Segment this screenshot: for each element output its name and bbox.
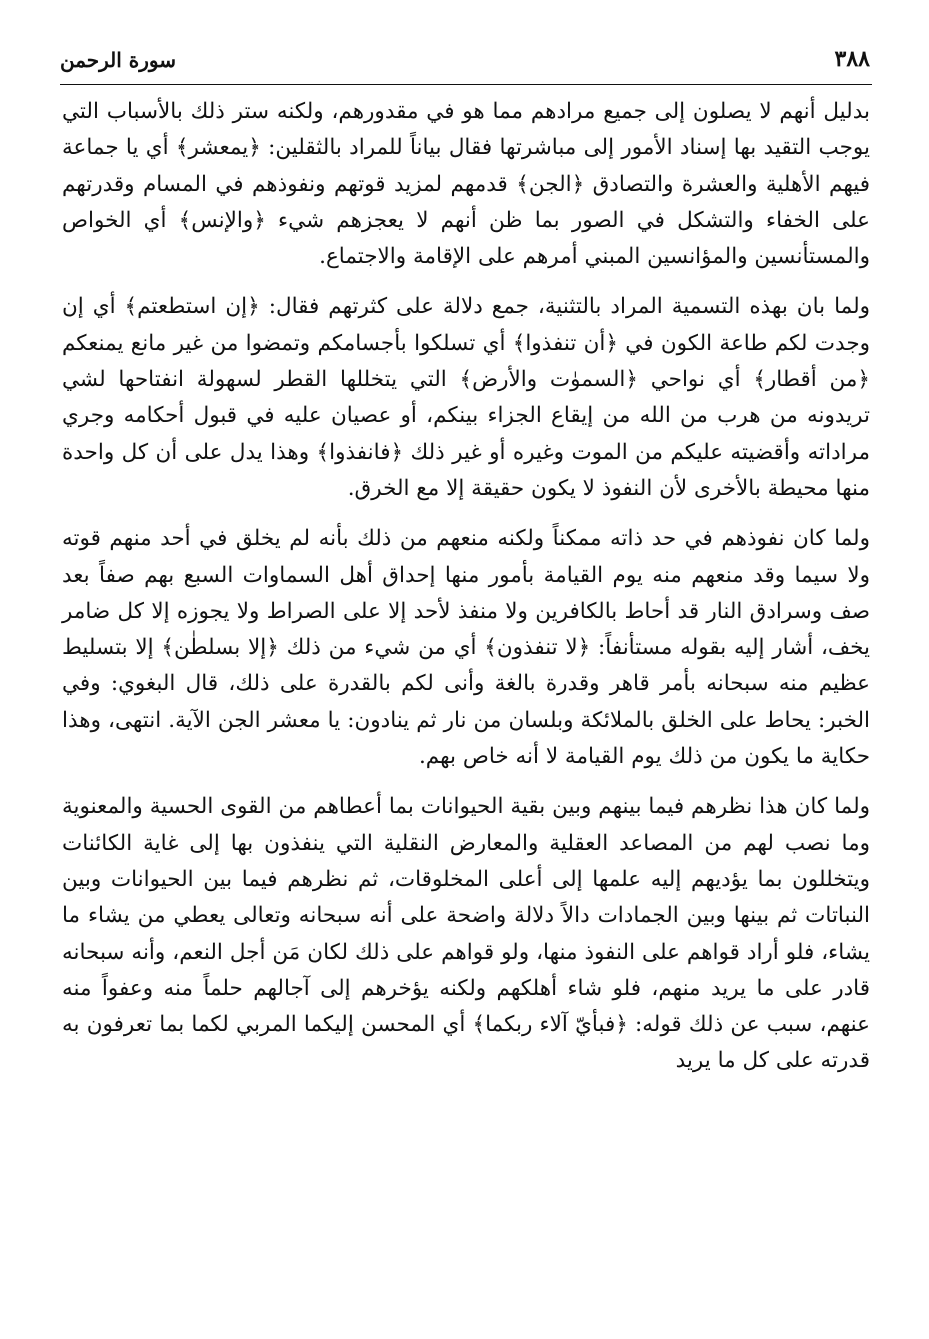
page-number: ٣٨٨ [834,46,870,72]
paragraph: ولما بان بهذه التسمية المراد بالتثنية، جمع دلالة على كثرتهم فقال: ﴿إن استطعتم﴾ أي إن وجدت لكم طاعة الكون في ﴿أن تنفذوا﴾ أي تسلكوا بأجسامكم وتمضوا من غير مانع يمنعكم ﴿من أقطار﴾ أي نواحي ﴿السموٰت والأرض﴾ التي يتخللها القطر لسهولة انفتاحها لشي تريدونه من هرب من الله من إيقاع الجزاء بينكم، أو عصيان عليه في قبول أحكامه وجري مراداته وأقضيته عليكم من الموت وغيره أو غير ذلك ﴿فانفذوا﴾ وهذا يدل على أن كل واحدة منها محيطة بالأخرى لأن النفوذ لا يكون حقيقة إلا مع الخرق. [62,294,870,501]
paragraph: بدليل أنهم لا يصلون إلى جميع مرادهم مما هو في مقدورهم، ولكنه ستر ذلك بالأسباب التي يوجب التقيد بها إسناد الأمور إلى مباشرتها فقال بياناً للمراد بالثقلين: ﴿يمعشر﴾ أي يا جماعة فيهم الأهلية والعشرة والتصادق ﴿الجن﴾ قدمهم لمزيد قوتهم ونفوذهم في المسام وقدرتهم على الخفاء والتشكل في الصور بما ظن أنهم لا يعجزهم شيء ﴿والإنس﴾ أي الخواص والمستأنسين والمؤانسين المبني أمرهم على الإقامة والاجتماع. [62,99,870,270]
body-text [62,94,870,1080]
header-divider [60,84,872,85]
page-header [60,44,870,82]
paragraph: ولما كان هذا نظرهم فيما بينهم وبين بقية الحيوانات بما أعطاهم من القوى الحسية والمعنوية وما نصب لهم من المصاعد العقلية والمعارض النقلية التي ينفذون بها إلى غاية الكائنات ويتخللون بما يؤديهم إليه علمها إلى أعلى المخلوقات، ثم نظرهم فيما بين الحيوانات وبين النباتات ثم بينها وبين الجمادات دالاً دلالة واضحة على أنه سبحانه وتعالى يعطي من يشاء ما يشاء، فلو أراد قواهم على النفوذ منها، ولو قواهم على ذلك لكان مَن أجل النعم، وأنه سبحانه قادر على ما يريد منهم، فلو شاء أهلكهم ولكنه يؤخرهم إلى آجالهم حلماً منه وعفواً منه عنهم، سبب عن ذلك قوله: ﴿فبأيّ آلاء ربكما﴾ أي المحسن إليكما المربي لكما بما تعرفون به قدرته على كل ما يريد [62,794,870,1074]
running-title: سورة الرحمن [60,48,177,72]
paragraph: ولما كان نفوذهم في حد ذاته ممكناً ولكنه منعهم من ذلك بأنه لم يخلق في أحد منهم قوته ولا سيما وقد منعهم منه يوم القيامة بأمور منها إحداق أهل السماوات السبع بهم صفاً بعد صف وسرادق النار قد أحاط بالكافرين ولا منفذ لأحد إلا على الصراط ولا يجوزه إلا كل ضامر يخف، أشار إليه بقوله مستأنفاً: ﴿لا تنفذون﴾ أي من شيء من ذلك ﴿إلا بسلطٰن﴾ إلا بتسليط عظيم منه سبحانه بأمر قاهر وقدرة بالغة وأنى لكم بالقدرة على ذلك، قال البغوي: وفي الخبر: يحاط على الخلق بالملائكة وبلسان من نار ثم ينادون: يا معشر الجن الآية. انتهى، وهذا حكاية ما يكون من ذلك يوم القيامة لا أنه خاص بهم. [62,526,870,770]
